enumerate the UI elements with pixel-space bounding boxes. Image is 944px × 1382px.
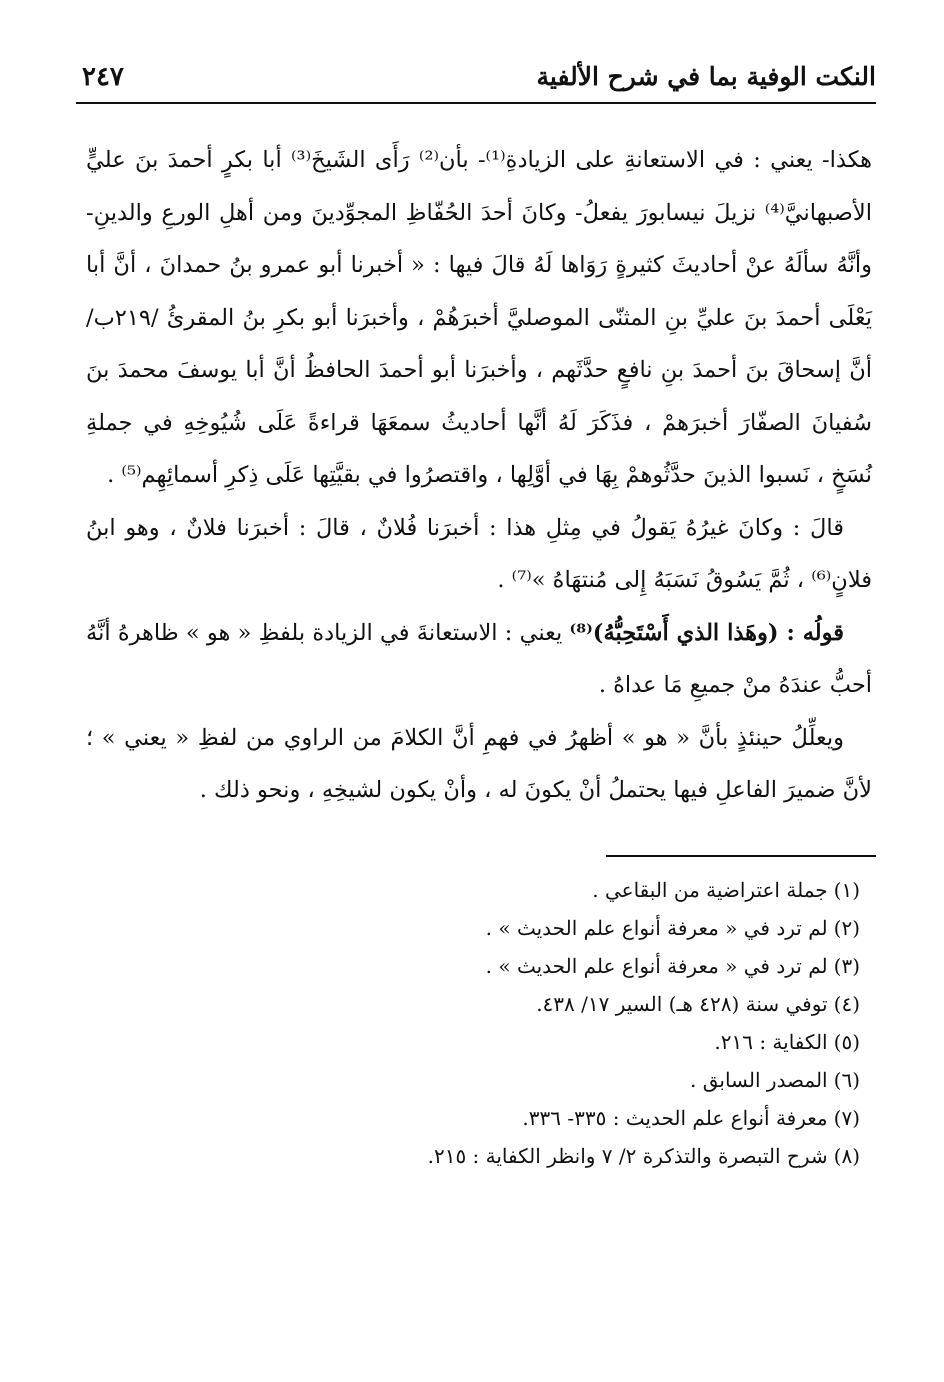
paragraph-3 [86,607,872,712]
text-line: « يعني » ؛ لأنَّ ضميرَ الفاعلِ فيها يحتملُ أنْ يكونَ له ، وأنْ يكون لشيخِهِ ، ونحو [86,724,872,803]
footnote-text: الكفاية : ٢١٦. [714,1029,828,1054]
footnote-text: جملة اعتراضية من البقاعي . [592,877,828,902]
running-title: النكت الوفية بما في شرح الألفية [536,62,876,91]
text-line: عَلَى شُيُوخِهِ في جملةِ نُسَخٍ ، نَسبوا الذينَ حدَّثُوهمْ بِهَا في أوَّلِها ، واقتصرُوا في بقيَّتِها [86,409,872,488]
footnote-5 [76,1023,860,1061]
quoted-lemma: قولُه : (وهَذا الذي أَسْتَحِبُّهُ)⁽⁸⁾ [569,619,844,646]
footnote-marker: (٧) [833,1105,860,1130]
footnote-4 [76,985,860,1023]
footnote-2 [76,909,860,947]
text-line: هكذا- يعني : في الاستعانةِ على الزيادةِ⁽¹⁾- بأن⁽²⁾ رَأَى الشَيخَ⁽³⁾ أبا بكرٍ أحمدَ بنَ [134,147,873,173]
footnote-6 [76,1061,860,1099]
footnote-marker: (٣) [833,953,860,978]
footnote-marker: (٢) [833,915,860,940]
text-line: أنَّ أبا يوسفَ محمدَ بنَ سُفيانَ الصفّارَ أخبرَهمْ ، فذَكَرَ لَهُ أنَّها أحاديثُ سمعَهَا قراءةً [86,357,872,436]
page-header [76,52,876,104]
page-number: ٢٤٧ [82,62,124,92]
text-line: المقرئُ /٢١٩ب/ أنَّ إسحاقَ بنَ أحمدَ بنِ نافعٍ حدَّثَهم ، وأخبرَنا أبو أحمدَ الحافظُ [86,304,872,383]
text-line: عَلَى ذِكرِ أسمائِهِم⁽⁵⁾ . [107,462,306,488]
text-line: ويعلِّلُ حينئذٍ بأنَّ « هو » أظهرُ في فهمِ أنَّ الكلامَ من الراوي من لفظِ [197,724,844,751]
footnote-3 [76,947,860,985]
main-text [76,134,876,817]
footnote-divider [606,855,876,857]
footnotes [76,871,876,1175]
paragraph-2 [86,502,872,607]
text-line: ظاهرهُ أنَّهُ أحبُّ عندَهُ منْ جميعِ مَا عداهُ . [86,619,872,698]
book-page [76,52,876,1352]
footnote-text: توفي سنة (٤٢٨ هـ) السير ١٧/ ٤٣٨. [536,991,828,1016]
footnote-7 [76,1099,860,1137]
footnote-text: المصدر السابق . [690,1067,828,1092]
footnote-marker: (٦) [833,1067,860,1092]
footnote-text: لم ترد في « معرفة أنواع علم الحديث » . [485,915,828,940]
footnote-text: معرفة أنواع علم الحديث : ٣٣٥- ٣٣٦. [522,1105,828,1130]
text-line: والدينِ- وأنَّهُ سألَهُ عنْ أحاديثَ كثيرةٍ رَوَاها لَهُ قالَ فيها : « أخبرنا أبو عمرو بنُ [86,199,873,278]
text-line: ابنُ فلانٍ⁽⁶⁾ ، ثُمَّ يَسُوقُ نَسَبَهُ إِلى مُنتهَاهُ »⁽⁷⁾ . [86,514,872,593]
footnote-marker: (٥) [833,1029,860,1054]
paragraph-1 [86,134,872,502]
text-line: يعني : الاستعانةَ في الزيادة بلفظِ « هو » [185,619,563,646]
footnote-text: لم ترد في « معرفة أنواع علم الحديث » . [485,953,828,978]
text-line: ذلك . [199,777,250,803]
footnote-marker: (٤) [833,991,860,1016]
footnote-marker: (١) [833,877,860,902]
text-line: قالَ : وكانَ غيرُهُ يَقولُ في مِثلِ هذا : أخبرَنا فُلانٌ ، قالَ : أخبرَنا فلانٌ ، وهو [125,514,844,541]
footnote-1 [76,871,860,909]
footnote-text: شرح التبصرة والتذكرة ٢/ ٧ وانظر الكفاية : ٢١٥. [427,1143,828,1168]
footnote-8 [76,1137,860,1175]
text-line: عليٍّ الأصبهانيَّ⁽⁴⁾ نزيلَ نيسابورَ يفعلُ- وكانَ أحدَ الحُفّاظِ المجوِّدينَ ومن أهلِ الورعِ [86,147,872,226]
paragraph-4 [86,712,872,817]
text-line: حمدانَ ، أنَّ أبا يَعْلَى أحمدَ بنَ عليِّ بنِ المثنّى الموصليَّ أخبرَهُمْ ، وأخبرَنا أبو بكرِ بنُ [86,252,873,331]
footnote-marker: (٨) [833,1143,860,1168]
